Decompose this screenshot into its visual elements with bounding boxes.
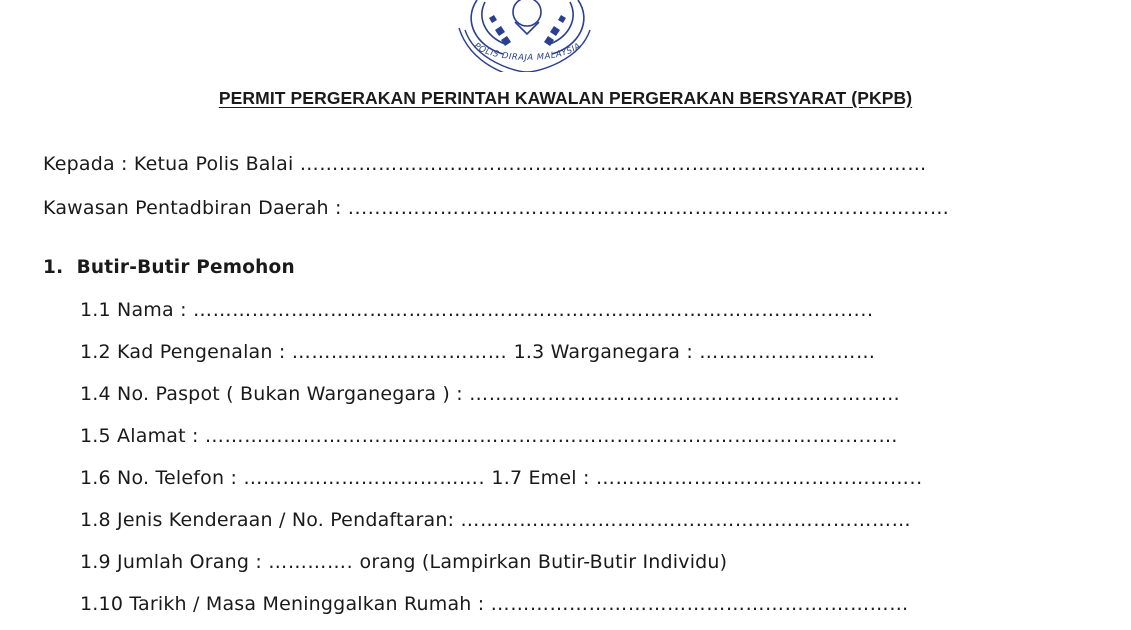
kawasan-field (43, 197, 949, 219)
field-label: 1.4 No. Paspot ( Bukan Warganegara ) : (80, 383, 463, 405)
kepada-label: Kepada : Ketua Polis Balai (43, 153, 294, 175)
field-telefon (80, 467, 923, 489)
field-alamat (80, 425, 898, 447)
field-warganegara-label: 1.3 Warganegara : (513, 341, 693, 363)
field-label: 1.9 Jumlah Orang : (80, 551, 262, 573)
kawasan-label: Kawasan Pentadbiran Daerah : (43, 197, 342, 219)
field-paspot (80, 383, 900, 405)
field-dots: …………………………… (291, 341, 508, 363)
field-dots: ………………………………………….. (595, 467, 923, 489)
field-dots: …………………………………………………………………………………........... (192, 299, 874, 321)
field-dots: ……………………… (699, 341, 876, 363)
kepada-dots: …………………………………………………………………………………… (299, 153, 927, 175)
polis-diraja-malaysia-crest (455, 0, 600, 72)
field-emel-label: 1.7 Emel : (491, 467, 590, 489)
section-heading (43, 257, 295, 278)
section-title: Butir-Butir Pemohon (76, 257, 295, 278)
document-title: PERMIT PERGERAKAN PERINTAH KAWALAN PERGERAKAN BERSYARAT (PKPB) (218, 88, 913, 108)
field-label: 1.8 Jenis Kenderaan / No. Pendaftaran: (80, 509, 455, 531)
field-dots: ………………………………………………………… (469, 383, 901, 405)
field-dots: …………………………………………….………… (490, 593, 909, 615)
field-dots: …………. (268, 551, 354, 573)
section-number: 1. (43, 257, 64, 278)
field-suffix: orang (Lampirkan Butir-Butir Individu) (359, 551, 728, 573)
field-tarikh-masa (80, 593, 909, 615)
field-kenderaan (80, 509, 911, 531)
kepada-field (43, 153, 927, 175)
field-jumlah-orang (80, 551, 727, 573)
field-dots: ………………………………. (243, 467, 486, 489)
svg-text:POLIS DIRAJA MALAYSIA: POLIS DIRAJA MALAYSIA (471, 41, 584, 64)
field-label: 1.1 Nama : (80, 299, 187, 321)
field-dots: …………………………………………………………………………………….......… (204, 425, 899, 447)
field-label: 1.10 Tarikh / Masa Meninggalkan Rumah : (80, 593, 485, 615)
field-nama (80, 299, 874, 321)
field-label: 1.6 No. Telefon : (80, 467, 238, 489)
field-label: 1.2 Kad Pengenalan : (80, 341, 286, 363)
field-dots: …………………………………………………………… (460, 509, 912, 531)
field-kad-pengenalan (80, 341, 876, 363)
kawasan-dots: .....…………………………………………………………………………… (347, 197, 950, 219)
field-label: 1.5 Alamat : (80, 425, 199, 447)
